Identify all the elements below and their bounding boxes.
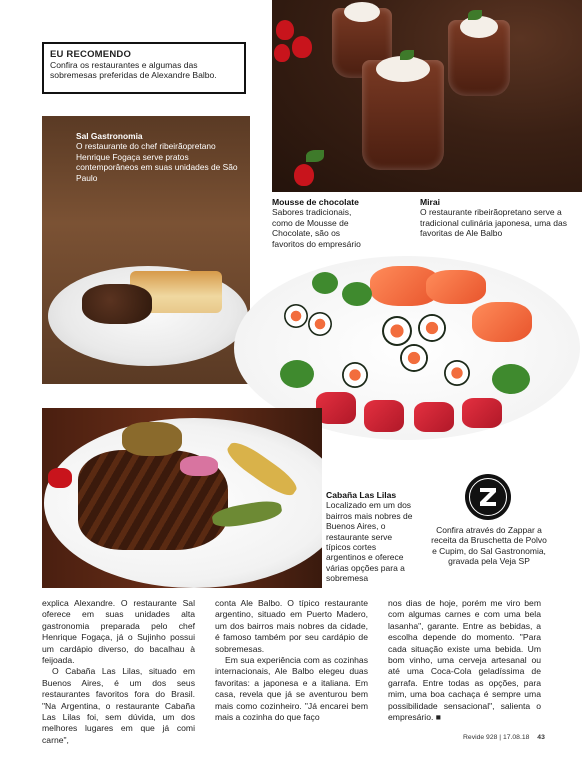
body-paragraph: nos dias de hoje, porém me viro bem com algumas carnes e com uma bela lasanha", garante. Entre as bebidas, a escolha depende do momento. "Para cada situação existe uma bebida. Um bom vinho, uma cerveja artesanal ou até uma Coca-Cola geladíssima de garrafa. Entre todas as opções, para mim, uma boa cachaça é sempre uma possibilidade sensacional", salienta o empresário. ■ — [388, 598, 541, 723]
cabana-caption-text: Localizado em um dos bairros mais nobres de Buenos Aires, o restaurante serve típicos cortes argentinos e oferece várias opções para a sobremesa — [326, 500, 413, 584]
mirai-caption-text: O restaurante ribeirãopretano serve a tradicional culinária japonesa, uma das favoritas de Ale Balbo — [420, 207, 567, 239]
zappar-caption — [428, 525, 550, 567]
folio-separator: | — [499, 734, 503, 741]
recommend-box — [42, 42, 246, 94]
mousse-photo — [272, 0, 582, 192]
mirai-caption — [420, 197, 572, 239]
body-column-1 — [42, 598, 195, 746]
cabana-steak-photo — [42, 408, 322, 588]
mousse-caption-title: Mousse de chocolate — [272, 197, 359, 207]
recommend-text: Confira os restaurantes e algumas das sobremesas preferidas de Alexandre Balbo. — [50, 60, 217, 80]
mirai-caption-title: Mirai — [420, 197, 441, 207]
body-paragraph: O Cabaña Las Lilas, situado em Buenos Aires, é um dos seus restaurantes favoritos fora do Brasil. "Na Argentina, o restaurante Cabaña Las Lilas foi, sem dúvida, um dos melhores lugares em que já comi carne", — [42, 666, 195, 745]
cabana-caption — [326, 490, 416, 584]
body-paragraph: Em sua experiência com as cozinhas internacionais, Ale Balbo elegeu duas favoritas: a japonesa e a italiana. Em casa, revela que já se aventurou bem mais como cozinheiro. "Já encarei bem mais a cozinha do que faço — [215, 655, 368, 723]
folio-date: 17.08.18 — [502, 734, 530, 741]
body-paragraph: conta Ale Balbo. O típico restaurante argentino, situado em Puerto Madero, um dos bairros mais nobres da cidade, é famoso também por seu cardápio de sobremesas. — [215, 598, 368, 654]
page-folio — [463, 734, 545, 741]
folio-magazine: Revide 928 — [463, 734, 498, 741]
zappar-seal-icon — [465, 474, 511, 520]
sal-caption-text: O restaurante do chef ribeirãopretano Henrique Fogaça serve pratos contemporâneos em suas unidades de São Paulo — [76, 141, 238, 183]
folio-page-number: 43 — [537, 734, 545, 741]
body-column-2 — [215, 598, 368, 723]
sal-caption-title: Sal Gastronomia — [76, 131, 143, 141]
zappar-caption-text: Confira através do Zappar a receita da Bruschetta de Polvo e Cupim, do Sal Gastronomia, gravada pela Veja SP — [431, 525, 547, 567]
sal-caption — [76, 131, 248, 183]
recommend-heading: EU RECOMENDO — [50, 49, 132, 60]
cabana-caption-title: Cabaña Las Lilas — [326, 490, 397, 500]
body-column-3 — [388, 598, 541, 723]
mousse-caption-text: Sabores tradicionais, como de Mousse de Chocolate, são os favoritos do empresário — [272, 207, 361, 249]
mousse-caption — [272, 197, 372, 249]
body-paragraph: explica Alexandre. O restaurante Sal oferece em suas unidades alta gastronomia preparada pelo chef Henrique Fogaça, já o Sujinho possui um cardápio diverso, do bacalhau à feijoada. — [42, 598, 195, 666]
